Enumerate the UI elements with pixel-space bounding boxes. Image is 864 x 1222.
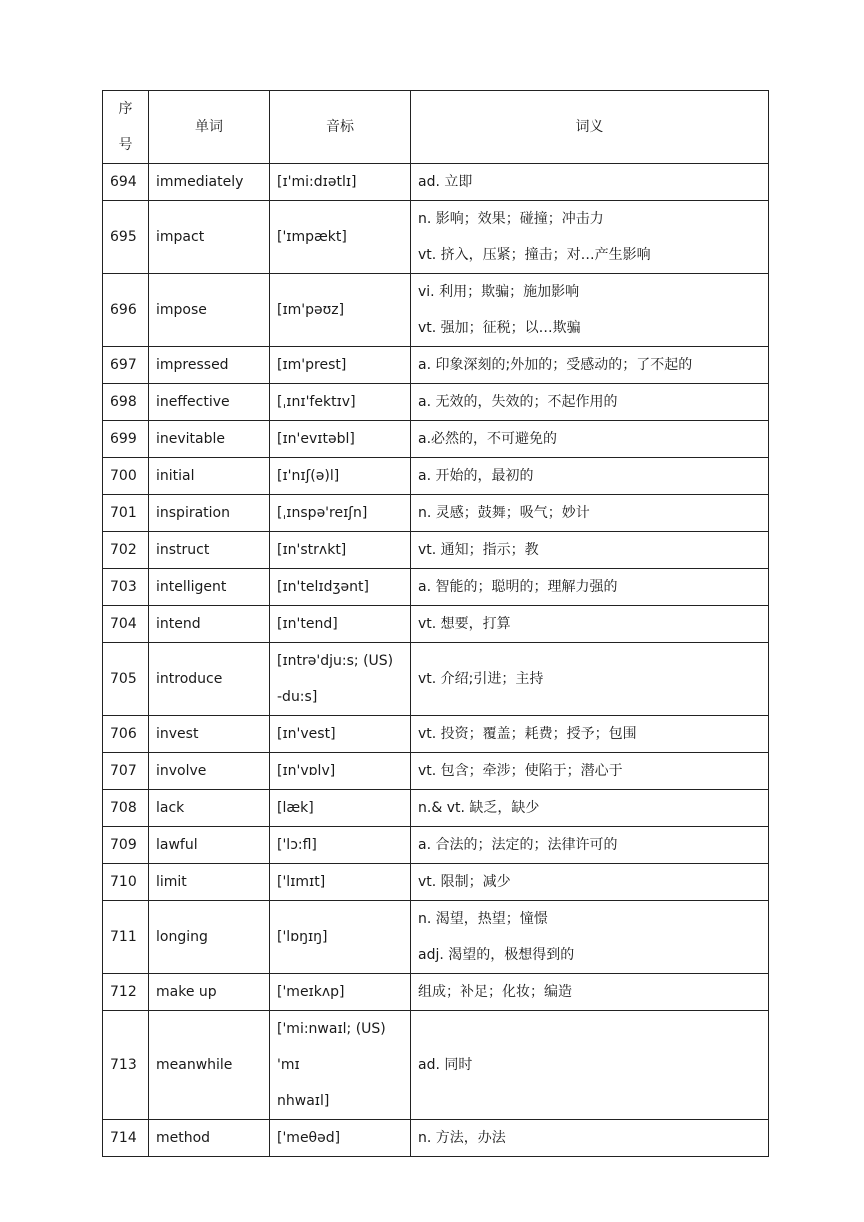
cell-line: ['meθəd] <box>277 1130 341 1146</box>
table-row <box>103 716 769 753</box>
row-phonetic <box>270 753 411 790</box>
cell-line: n. 渴望，热望；憧憬 <box>418 911 548 927</box>
row-word: intelligent <box>149 569 270 606</box>
row-meaning <box>411 790 769 827</box>
table-row <box>103 790 769 827</box>
row-word: lack <box>149 790 270 827</box>
cell-line: a. 无效的，失效的；不起作用的 <box>418 394 618 410</box>
row-meaning <box>411 864 769 901</box>
cell-line: vt. 通知；指示；教 <box>418 542 539 558</box>
row-number: 701 <box>103 495 149 532</box>
row-phonetic <box>270 532 411 569</box>
row-word: ineffective <box>149 384 270 421</box>
row-word: longing <box>149 901 270 974</box>
cell-line: [ɪm'prest] <box>277 357 347 373</box>
row-phonetic <box>270 864 411 901</box>
table-row <box>103 421 769 458</box>
row-number: 698 <box>103 384 149 421</box>
row-meaning <box>411 1011 769 1120</box>
row-word: make up <box>149 974 270 1011</box>
cell-line: a. 智能的；聪明的；理解力强的 <box>418 579 618 595</box>
table-row <box>103 532 769 569</box>
row-meaning <box>411 495 769 532</box>
cell-line: ['lɔ:fl] <box>277 837 317 853</box>
row-meaning <box>411 164 769 201</box>
row-meaning <box>411 753 769 790</box>
row-meaning <box>411 532 769 569</box>
cell-line: vt. 投资；覆盖；耗费；授予；包围 <box>418 726 637 742</box>
row-word: method <box>149 1120 270 1157</box>
row-meaning <box>411 1120 769 1157</box>
row-phonetic <box>270 901 411 974</box>
row-number: 697 <box>103 347 149 384</box>
row-word: impact <box>149 201 270 274</box>
row-meaning <box>411 716 769 753</box>
row-number: 696 <box>103 274 149 347</box>
row-number: 695 <box>103 201 149 274</box>
table-row <box>103 384 769 421</box>
row-word: inevitable <box>149 421 270 458</box>
row-meaning <box>411 384 769 421</box>
row-meaning <box>411 901 769 974</box>
row-meaning <box>411 606 769 643</box>
row-phonetic <box>270 164 411 201</box>
cell-line: a.必然的，不可避免的 <box>418 431 558 447</box>
cell-line: vt. 想要，打算 <box>418 616 511 632</box>
table-row <box>103 347 769 384</box>
cell-line: [ɪn'evɪtəbl] <box>277 431 355 447</box>
cell-line: n. 灵感；鼓舞；吸气；妙计 <box>418 505 590 521</box>
cell-line: [ɪn'vest] <box>277 726 336 742</box>
cell-line: [ˌɪnspə'reɪʃn] <box>277 505 368 521</box>
row-meaning <box>411 827 769 864</box>
row-meaning <box>411 274 769 347</box>
cell-line: [ɪn'tend] <box>277 616 338 632</box>
row-number: 711 <box>103 901 149 974</box>
row-phonetic <box>270 458 411 495</box>
row-number: 703 <box>103 569 149 606</box>
cell-line: ['mi:nwaɪl; (US) 'mɪ <box>277 1021 386 1073</box>
cell-line: [ɪ'nɪʃ(ə)l] <box>277 468 340 484</box>
table-row <box>103 569 769 606</box>
cell-line: ['lɪmɪt] <box>277 874 326 890</box>
cell-line: ['ɪmpækt] <box>277 229 347 245</box>
cell-line: nhwaɪl] <box>277 1093 330 1109</box>
row-phonetic <box>270 495 411 532</box>
row-word: invest <box>149 716 270 753</box>
row-phonetic <box>270 1011 411 1120</box>
row-number: 700 <box>103 458 149 495</box>
header-word: 单词 <box>149 91 270 164</box>
cell-line: vt. 强加；征税；以…欺骗 <box>418 320 581 336</box>
cell-line: [ɪ'mi:dɪətlɪ] <box>277 174 357 190</box>
row-word: impose <box>149 274 270 347</box>
table-row <box>103 201 769 274</box>
row-meaning <box>411 347 769 384</box>
row-word: intend <box>149 606 270 643</box>
table-row <box>103 974 769 1011</box>
table-row <box>103 495 769 532</box>
cell-line: a. 合法的；法定的；法律许可的 <box>418 837 618 853</box>
cell-line: [ˌɪnɪ'fektɪv] <box>277 394 356 410</box>
cell-line: [ɪntrə'dju:s; (US) <box>277 653 394 669</box>
row-phonetic <box>270 347 411 384</box>
header-number: 序 号 <box>103 91 149 164</box>
table-row <box>103 1120 769 1157</box>
row-word: inspiration <box>149 495 270 532</box>
cell-line: 组成；补足；化妆；编造 <box>418 984 572 1000</box>
row-word: meanwhile <box>149 1011 270 1120</box>
cell-line: [læk] <box>277 800 314 816</box>
row-number: 704 <box>103 606 149 643</box>
cell-line: ad. 同时 <box>418 1057 473 1073</box>
cell-line: n. 影响；效果；碰撞；冲击力 <box>418 211 604 227</box>
cell-line: vt. 包含；牵涉；使陷于；潜心于 <box>418 763 623 779</box>
cell-line: a. 开始的，最初的 <box>418 468 534 484</box>
header-meaning: 词义 <box>411 91 769 164</box>
row-meaning <box>411 643 769 716</box>
row-word: immediately <box>149 164 270 201</box>
cell-line: [ɪn'vɒlv] <box>277 763 336 779</box>
row-phonetic <box>270 790 411 827</box>
row-word: instruct <box>149 532 270 569</box>
cell-line: vi. 利用；欺骗；施加影响 <box>418 284 580 300</box>
row-number: 713 <box>103 1011 149 1120</box>
table-row <box>103 1011 769 1120</box>
cell-line: [ɪm'pəʊz] <box>277 302 345 318</box>
cell-line: a. 印象深刻的;外加的；受感动的；了不起的 <box>418 357 693 373</box>
cell-line: -du:s] <box>277 689 318 705</box>
row-meaning <box>411 201 769 274</box>
row-word: introduce <box>149 643 270 716</box>
row-number: 708 <box>103 790 149 827</box>
row-phonetic <box>270 827 411 864</box>
cell-line: n. 方法，办法 <box>418 1130 506 1146</box>
cell-line: [ɪn'telɪdʒənt] <box>277 579 369 595</box>
cell-line: vt. 挤入，压紧；撞击；对…产生影响 <box>418 247 651 263</box>
table-row <box>103 643 769 716</box>
row-phonetic <box>270 201 411 274</box>
row-phonetic <box>270 1120 411 1157</box>
cell-line: ['meɪkʌp] <box>277 984 345 1000</box>
row-number: 702 <box>103 532 149 569</box>
cell-line: n.& vt. 缺乏，缺少 <box>418 800 540 816</box>
row-phonetic <box>270 421 411 458</box>
cell-line: adj. 渴望的，极想得到的 <box>418 947 575 963</box>
row-phonetic <box>270 606 411 643</box>
row-phonetic <box>270 974 411 1011</box>
row-meaning <box>411 569 769 606</box>
row-meaning <box>411 974 769 1011</box>
row-number: 714 <box>103 1120 149 1157</box>
row-number: 710 <box>103 864 149 901</box>
row-number: 705 <box>103 643 149 716</box>
row-number: 694 <box>103 164 149 201</box>
row-phonetic <box>270 716 411 753</box>
table-row <box>103 164 769 201</box>
cell-line: ['lɒŋɪŋ] <box>277 929 328 945</box>
table-row <box>103 901 769 974</box>
cell-line: vt. 限制；减少 <box>418 874 511 890</box>
table-row <box>103 274 769 347</box>
row-word: impressed <box>149 347 270 384</box>
row-phonetic <box>270 643 411 716</box>
table-row <box>103 606 769 643</box>
table-row <box>103 458 769 495</box>
header-phonetic: 音标 <box>270 91 411 164</box>
row-word: lawful <box>149 827 270 864</box>
row-word: initial <box>149 458 270 495</box>
row-number: 712 <box>103 974 149 1011</box>
cell-line: [ɪn'strʌkt] <box>277 542 347 558</box>
row-phonetic <box>270 569 411 606</box>
row-phonetic <box>270 384 411 421</box>
row-meaning <box>411 458 769 495</box>
table-row <box>103 827 769 864</box>
row-word: limit <box>149 864 270 901</box>
row-number: 707 <box>103 753 149 790</box>
table-row <box>103 864 769 901</box>
row-word: involve <box>149 753 270 790</box>
row-number: 699 <box>103 421 149 458</box>
row-number: 706 <box>103 716 149 753</box>
row-phonetic <box>270 274 411 347</box>
cell-line: vt. 介绍;引进；主持 <box>418 671 544 687</box>
header-row <box>103 91 769 164</box>
row-meaning <box>411 421 769 458</box>
table-row <box>103 753 769 790</box>
cell-line: ad. 立即 <box>418 174 473 190</box>
vocabulary-table <box>102 90 769 1157</box>
row-number: 709 <box>103 827 149 864</box>
